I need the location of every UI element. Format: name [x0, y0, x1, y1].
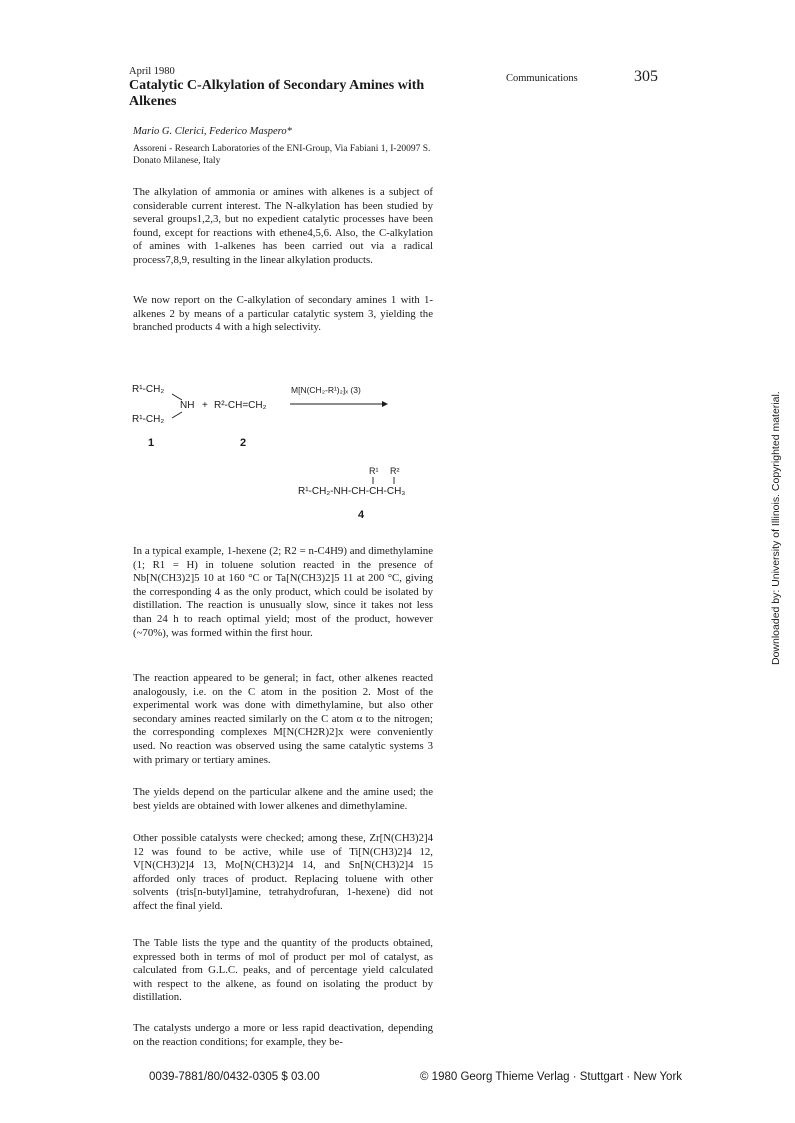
- reactant-amine-top: R¹-CH₂: [132, 384, 165, 395]
- issue-date: April 1980: [129, 66, 175, 77]
- compound-label-1: 1: [148, 437, 155, 449]
- paragraph-example: In a typical example, 1-hexene (2; R2 = n-C4H9) and dimethylamine (1; R1 = H) in toluene solution reacted in the presence of Nb[N(CH3)2]5 10 at 160 °C or Ta[N(CH3)2]5 11 at 200 °C, giving the corresponding 4 as the only product, which could be isolated by distillation. The reaction is unusually slow, since it takes not less than 24 h to reach optimal yield; most of the product, however (~70%), was formed within the first hour.: [133, 545, 433, 639]
- reaction-scheme: [128, 378, 468, 528]
- bond-line-bottom: [172, 412, 182, 418]
- reaction-scheme-drawing: [128, 378, 468, 528]
- article-authors: Mario G. Clerici, Federico Maspero*: [133, 126, 292, 137]
- paragraph-general: The reaction appeared to be general; in fact, other alkenes reacted analogously, i.e. on the C atom in the position 2. Most of the experimental work was done with dimethylamine, but also other secondary amines reacted similarly on the C atom α to the nitrogen; the corresponding complexes M[N(CH2R)2]x were conveniently used. No reaction was observed using the same catalytic systems 3 with primary or tertiary amines.: [133, 672, 433, 766]
- page-number: 305: [634, 68, 658, 85]
- product-chain: R¹-CH₂-NH-CH-CH-CH₃: [298, 486, 406, 497]
- catalyst-label: M[N(CH₂-R¹)₂]ₓ (3): [291, 385, 361, 395]
- product-substituent-r1: R¹: [369, 466, 379, 476]
- paragraph-yields: The yields depend on the particular alkene and the amine used; the best yields are obtained with lower alkenes and dimethylamine.: [133, 786, 433, 812]
- product-substituent-r2: R²: [390, 466, 400, 476]
- author-affiliation: Assoreni - Research Laboratories of the ENI-Group, Via Fabiani 1, I-20097 S. Donato Milanese, Italy: [133, 144, 431, 166]
- paragraph-table: The Table lists the type and the quantity of the products obtained, expressed both in terms of mol of product per mol of catalyst, as calculated from G.L.C. peaks, and of percentage yield calculated with respect to the alkene, as found on isolating the product by distillation.: [133, 937, 433, 1004]
- reaction-arrowhead: [382, 401, 388, 407]
- download-watermark: Downloaded by: University of Illinois. Copyrighted material.: [770, 391, 782, 665]
- paragraph-catalysts: Other possible catalysts were checked; among these, Zr[N(CH3)2]4 12 was found to be active, while use of Ti[N(CH3)2]4 12, V[N(CH3)2]4 13, Mo[N(CH3)2]4 14, and Sn[N(CH3)2]4 15 afforded only traces of product. Replacing toluene with other solvents (tris[n-butyl]amine, tetrahydrofuran, 1-hexene) did not affect the final yield.: [133, 832, 433, 912]
- reactant-amine-bottom: R¹-CH₂: [132, 414, 165, 425]
- compound-label-2: 2: [240, 437, 247, 449]
- plus-sign: +: [202, 400, 208, 411]
- section-name: Communications: [506, 73, 578, 84]
- paragraph-report: We now report on the C-alkylation of secondary amines 1 with 1-alkenes 2 by means of a particular catalytic system 3, yielding the branched products 4 with a high selectivity.: [133, 294, 433, 334]
- article-title: Catalytic C-Alkylation of Secondary Amines with Alkenes: [129, 78, 425, 109]
- reactant-alkene: R²-CH=CH₂: [214, 400, 267, 411]
- footer-code: 0039-7881/80/0432-0305 $ 03.00: [149, 1071, 320, 1083]
- paragraph-deactivation: The catalysts undergo a more or less rapid deactivation, depending on the reaction conditions; for example, they be-: [133, 1022, 433, 1048]
- compound-label-4: 4: [358, 509, 365, 521]
- footer-publisher: © 1980 Georg Thieme Verlag · Stuttgart · New York: [420, 1071, 683, 1083]
- reactant-amine-nh: NH: [180, 400, 195, 411]
- paragraph-intro: The alkylation of ammonia or amines with alkenes is a subject of considerable current interest. The N-alkylation has been studied by several groups1,2,3, but no expedient catalytic processes have been found, except for reactions with ethene4,5,6. Also, the C-alkylation of amines with 1-alkenes has been carried out via a radical process7,8,9, resulting in the linear alkylation products.: [133, 186, 433, 266]
